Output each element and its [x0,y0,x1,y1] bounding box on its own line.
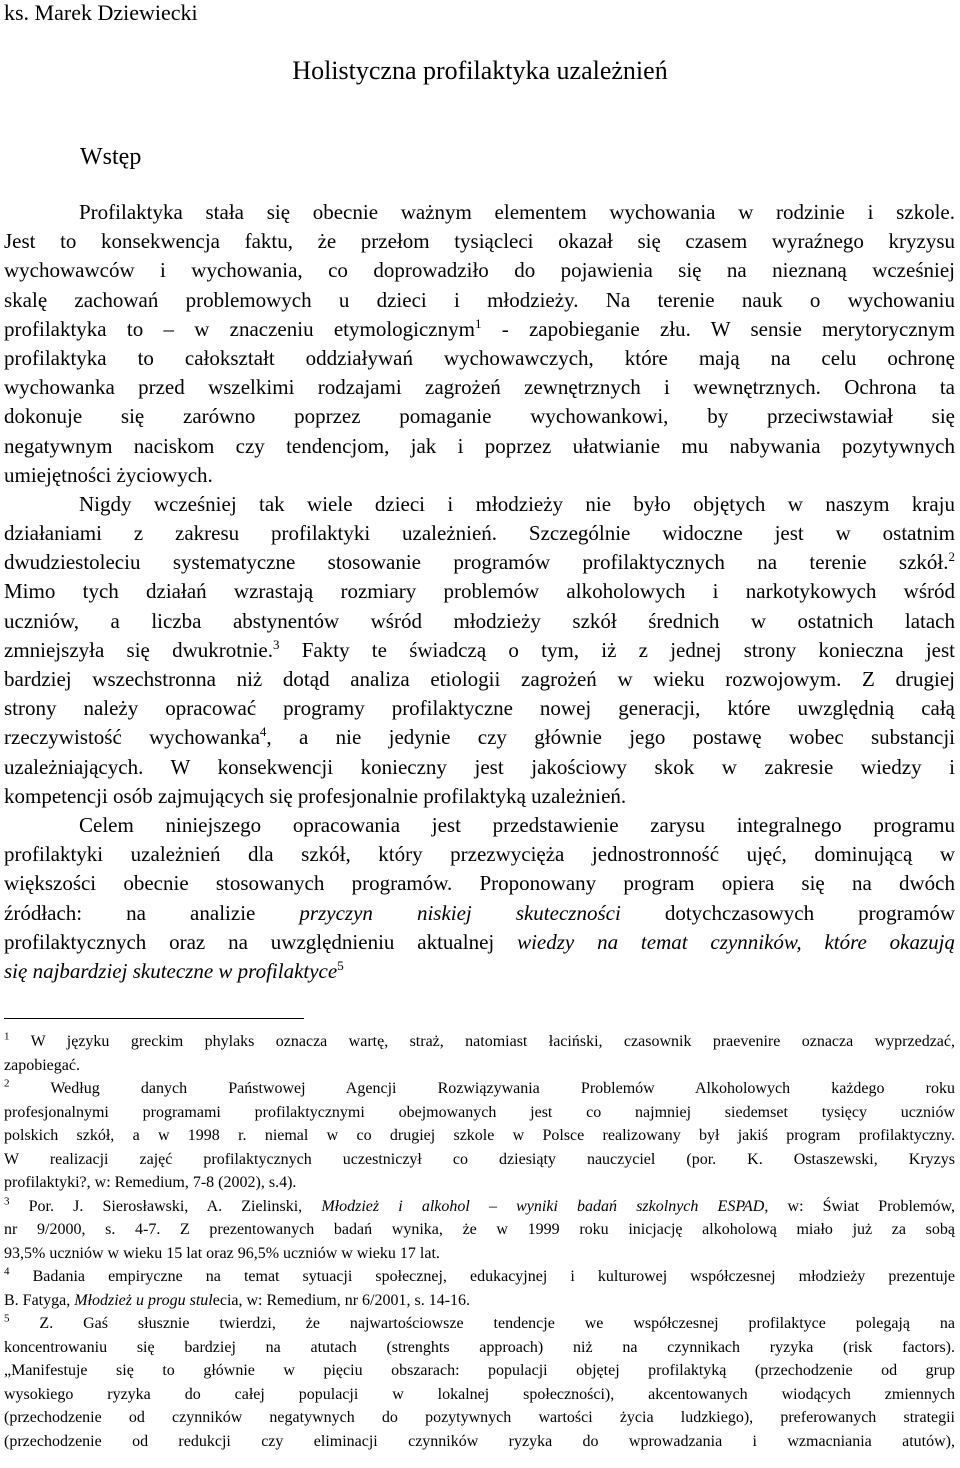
text-run: Por. J. Sierosławski, A. Zielinski, [9,1197,322,1215]
text-run: Mimo tych działań wzrastają rozmiary problemów alkoholowych i narkotykowych wśród [4,579,955,604]
text-run: uzależniających. W konsekwencji konieczny jest jakościowy skok w zakresie wiedzy i [4,754,955,779]
italic-text: się najbardziej skuteczne w profilaktyce [4,958,338,983]
footnote-line [4,1336,955,1360]
footnote-line [4,1359,955,1383]
text-run: dwudziestoleciu systematyczne stosowanie programów profilaktycznych na terenie szkół. [4,550,949,575]
body-line [4,432,955,461]
footnote-line [4,1289,955,1313]
footnote-marker: 4 [259,724,267,740]
body-line [4,344,955,373]
body-line [4,227,955,256]
italic-text: Młodzież u progu stul [74,1291,213,1309]
text-run: , w: Świat Problemów, [764,1197,955,1215]
text-run: rzeczywistość wychowanka [4,725,260,750]
body-line [4,899,955,928]
body-line [4,636,955,665]
text-run: B. Fatyga, [4,1291,75,1309]
text-run: Jest to konsekwencja faktu, że przełom tysiącleci okazał się czasem wyraźnego kryzysu [4,229,955,254]
body-line [4,461,955,490]
author-name: ks. Marek Dziewiecki [4,0,198,25]
footnote-line [4,1124,955,1148]
body-line [4,256,955,285]
text-run: strony należy opracować programy profilaktyczne nowej generacji, które uwzględnią całą [4,696,955,721]
footnote-line [4,1077,955,1101]
footnote-line [4,1242,955,1266]
footnote-line [4,1383,955,1407]
italic-text: przyczyn niskiej skuteczności [299,900,621,925]
footnote-marker: 2 [4,1077,10,1090]
footnote-line [4,1406,955,1430]
body-line [4,928,955,957]
text-run: zmniejszyła się dwukrotnie. [4,637,273,662]
footnote-marker: 5 [4,1312,10,1325]
body-line [4,723,955,752]
text-run: dotychczasowych programów [620,900,955,925]
text-run: (przechodzenie od redukcji czy eliminacji czynników ryzyka do wprowadzania i wzmacniania atutów), [4,1432,955,1450]
footnote-marker: 1 [4,1030,10,1043]
text-run: Fakty te świadczą o tym, iż z jednej strony konieczna jest [279,637,955,662]
text-run: Celem niniejszego opracowania jest przedstawienie zarysu integralnego programu [79,812,955,837]
text-run: skalę zachowań problemowych u dzieci i młodzieży. Na terenie nauk o wychowaniu [4,287,955,312]
body-line [4,315,955,344]
body-line [4,548,955,577]
text-run: źródłach: na analizie [4,900,300,925]
text-run: uczniów, a liczba abstynentów wśród młodzieży szkół średnich w ostatnich latach [4,608,955,633]
text-run: 93,5% uczniów w wieku 15 lat oraz 96,5% uczniów w wieku 17 lat. [4,1244,440,1262]
footnote-line [4,1312,955,1336]
body-line [4,869,955,898]
text-run: Z. Gaś słusznie twierdzi, że najwartościowsze tendencje we współczesnej profilaktyce polegają na [9,1315,955,1332]
text-run: Nigdy wcześniej tak wiele dzieci i młodzieży nie było objętych w naszym kraju [79,491,955,516]
text-run: - zapobieganie złu. W sensie merytorycznym [481,316,955,341]
text-run: (przechodzenie od czynników negatywnych do pozytywnych wartości życia ludzkiego), preferowanych strategii [4,1409,955,1426]
body-line [4,373,955,402]
text-run: profilaktyki?, w: Remedium, 7-8 (2002), s.4). [4,1174,297,1191]
text-run: „Manifestuje się to głównie w pięciu obszarach: populacji objętej profilaktyką (przechodzenie od grup [4,1362,955,1379]
footnote-line [4,1148,955,1172]
text-run: profilaktyka to – w znaczeniu etymologicznym [4,316,475,341]
text-run: wychowanka przed wszelkimi rodzajami zagrożeń zewnętrznych i wewnętrznych. Ochrona ta [4,375,955,400]
text-run: nr 9/2000, s. 4-7. Z prezentowanych badań wynika, że w 1999 roku inicjację alkoholową miało już za sobą [4,1221,955,1238]
body-line [4,665,955,694]
body-line [4,490,955,519]
body-line [4,782,955,811]
footnote-marker: 3 [273,636,280,652]
footnote-marker: 5 [337,957,344,973]
italic-text: Młodzież i alkohol – wyniki badań szkolnych ESPAD [321,1197,765,1215]
footnote-marker: 1 [474,315,482,331]
text-run: koncentrowaniu się bardziej na atutach (strenghts approach) niż na czynnikach ryzyka (risk factors). [4,1338,955,1356]
footnote-marker: 3 [4,1195,10,1208]
text-run: profilaktycznych oraz na uwzględnieniu aktualnej [4,929,518,954]
section-heading: Wstęp [80,144,142,170]
text-run: profilaktyka to całokształt oddziaływań wychowawczych, które mają na celu ochronę [4,345,955,370]
body-line [4,198,955,227]
footnote-line [4,1101,955,1125]
text-run: większości obecnie stosowanych programów. Proponowany program opiera się na dwóch [4,871,955,896]
text-run: ecia, w: Remedium, nr 6/2001, s. 14-16. [212,1291,471,1309]
footnote-separator [4,1018,304,1019]
body-line [4,957,955,986]
footnote-marker: 2 [948,549,955,565]
text-run: dokonuje się zarówno poprzez pomaganie wychowankowi, by przeciwstawiał się [4,404,955,429]
body-line [4,286,955,315]
text-run: polskich szkół, a w 1998 r. niemal w co drugiej szkole w Polsce realizowany był jakiś program profilaktyczny. [4,1127,955,1144]
text-run: profesjonalnymi programami profilaktycznymi obejmowanych jest co najmniej siedemset tysięcy uczniów [4,1103,955,1121]
text-run: Badania empiryczne na temat sytuacji społecznej, edukacyjnej i kulturowej współczesnej młodzieży prezentuje [9,1268,955,1285]
footnotes [4,1030,955,1453]
footnote-marker: 4 [4,1265,10,1278]
text-run: zapobiegać. [4,1056,80,1074]
text-run: W realizacji zajęć profilaktycznych uczestniczył co dziesiąty nauczyciel (por. K. Ostaszewski, Kryzys [4,1150,955,1168]
body-line [4,577,955,606]
footnote-line [4,1195,955,1219]
document-title: Holistyczna profilaktyka uzależnień [292,56,668,85]
text-run: kompetencji osób zajmujących się profesjonalnie profilaktyką uzależnień. [4,783,627,808]
text-run: wychowawców i wychowania, co doprowadziło do pojawienia się na nieznaną wcześniej [4,258,955,283]
text-run: wysokiego ryzyka do całej populacji w lokalnej społeczności), akcentowanych wiodących zmiennych [4,1385,955,1403]
footnote-line [4,1430,955,1454]
body-line [4,840,955,869]
text-run: profilaktyki uzależnień dla szkół, który przezwycięża jednostronność ujęć, dominującą w [4,842,955,867]
footnote-line [4,1030,955,1054]
text-run: Według danych Państwowej Agencji Rozwiązywania Problemów Alkoholowych każdego roku [9,1080,955,1097]
text-run: działaniami z zakresu profilaktyki uzależnień. Szczególnie widoczne jest w ostatnim [4,521,955,546]
text-run: umiejętności życiowych. [4,462,213,487]
text-run: negatywnym naciskom czy tendencjom, jak i poprzez ułatwianie mu nabywania pozytywnych [4,433,955,458]
text-run: Profilaktyka stała się obecnie ważnym elementem wychowania w rodzinie i szkole. [79,200,955,224]
body-line [4,402,955,431]
body-line [4,811,955,840]
body-line [4,607,955,636]
body-line [4,519,955,548]
body-line [4,753,955,782]
text-run: W języku greckim phylaks oznacza wartę, straż, natomiast łaciński, czasownik praevenire oznacza wyprzedzać, [9,1033,955,1050]
italic-text: wiedzy na temat czynników, które okazują [517,929,955,954]
footnote-line [4,1265,955,1289]
footnote-line [4,1171,955,1195]
body-text [4,198,955,986]
body-line [4,694,955,723]
footnote-line [4,1054,955,1078]
text-run: bardziej wszechstronna niż dotąd analiza etiologii zagrożeń w wieku rozwojowym. Z drugiej [4,667,955,691]
footnote-line [4,1218,955,1242]
text-run: , a nie jedynie czy głównie jego postawę wobec substancji [266,725,955,750]
